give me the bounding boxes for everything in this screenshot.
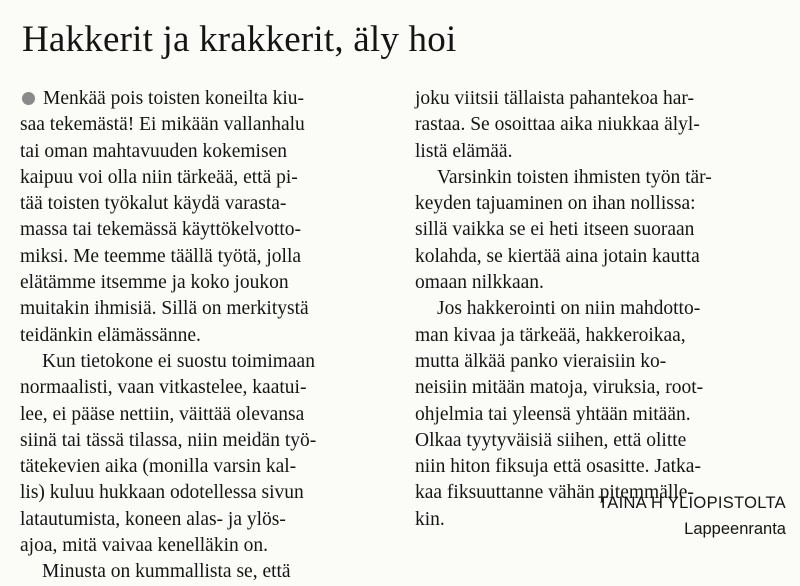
text-line: elätämme itsemme ja koko joukon [20,272,289,294]
text-line: saa tekemästä! Ei mikään vallanhalu [20,114,305,136]
signature-name: TAINA H YLIOPISTOLTA [598,494,786,512]
text-line: siinä tai tässä tilassa, niin meidän työ- [20,429,317,451]
text-line: mutta älkää panko vieraisiin ko- [415,350,667,372]
text-line: keyden tajuaminen on ihan nollissa: [415,193,696,215]
text-line: sillä vaikka se ei heti itseen suoraan [415,219,695,241]
text-line: ohjelmia tai yleensä yhtään mitään. [415,403,691,425]
text-line: teidänkin elämässänne. [20,324,201,346]
text-line: niin hiton fiksuja että osasitte. Jatka- [415,456,701,478]
text-line-content: Menkää pois toisten koneilta kiu- [43,88,305,109]
text-line: ajoa, mitä vaivaa kenelläkin on. [20,535,268,557]
text-line: kaa fiksuuttanne vähän pitemmälle- [415,482,694,504]
text-line: muitakin ihmisiä. Sillä on merkitystä [20,298,309,320]
left-column [20,86,400,586]
text-line: joku viitsii tällaista pahantekoa har- [415,88,695,109]
text-line: massa tai tekemässä käyttökelvotto- [20,219,302,241]
text-line: Jos hakkerointi on niin mahdotto- [437,298,701,320]
text-line: kin. [415,508,445,530]
headline: Hakkerit ja krakkerit, äly hoi [22,19,457,60]
text-line: miksi. Me teemme täällä työtä, jolla [20,245,302,267]
text-line: kaipuu voi olla niin tärkeää, että pi- [20,166,298,188]
text-line: latautumista, koneen alas- ja ylös- [20,508,286,530]
text-line: Varsinkin toisten ihmisten työn tär- [437,166,712,188]
text-line: tää toisten työkalut käydä varasta- [20,193,287,215]
right-column [415,86,787,533]
text-line: Olkaa tyytyväisiä siihen, että olitte [415,429,687,451]
text-line: man kivaa ja tärkeää, hakkeroikaa, [415,324,686,346]
signature-place: Lappeenranta [684,520,786,538]
text-line: lee, ei pääse nettiin, väittää olevansa [20,403,305,425]
text-line: kolahda, se kiertää aina jotain kautta [415,245,700,267]
text-line: neisiin mitään matoja, viruksia, root- [415,377,704,399]
text-line: tätekevien aika (monilla varsin kal- [20,456,297,478]
text-line: Minusta on kummallista se, että [42,561,291,583]
bullet-icon [22,92,35,105]
text-line: normaalisti, vaan vitkastelee, kaatui- [20,377,307,399]
text-line: rastaa. Se osoittaa aika niukkaa älyl- [415,114,700,136]
text-line: listä elämää. [415,140,513,162]
text-line: Kun tietokone ei suostu toimimaan [42,350,315,372]
text-line: tai oman mahtavuuden kokemisen [20,140,287,162]
text-line: lis) kuluu hukkaan odotellessa sivun [20,482,304,504]
text-line [20,86,400,112]
text-line: omaan nilkkaan. [415,272,544,294]
